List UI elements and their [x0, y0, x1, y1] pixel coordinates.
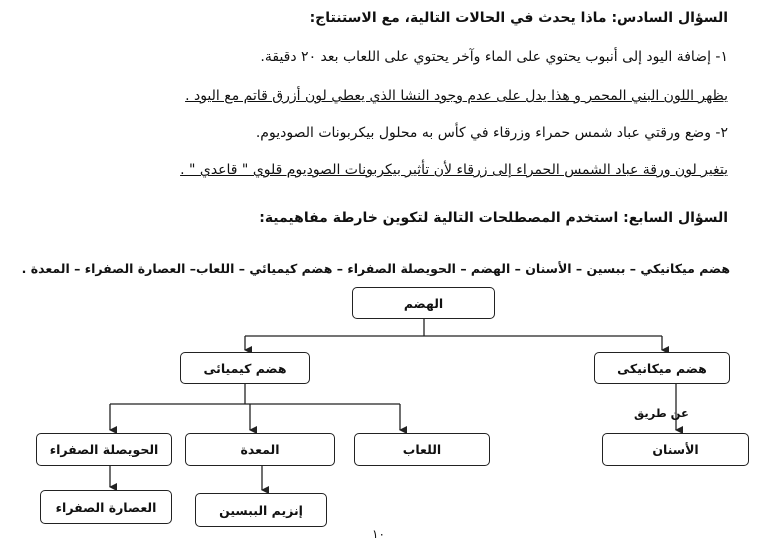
concept-gallbladder: الحويصلة الصفراء — [36, 433, 172, 466]
question-7-heading: السؤال السابع: استخدم المصطلحات التالية لتكوين خارطة مفاهيمية: — [259, 210, 728, 226]
page-number: ١٠ — [372, 527, 385, 541]
question-6-answer-1: يظهر اللون البني المحمر و هذا يدل على عدم وجود النشا الذي يعطي لون أزرق قاتم مع اليود . — [185, 88, 728, 104]
concept-mechanical-digestion: هضم ميكانيكى — [594, 352, 730, 384]
question-6-item-2: ٢- وضع ورقتي عباد شمس حمراء وزرقاء في كأس به محلول بيكربونات الصوديوم. — [255, 125, 728, 141]
via-label: عن طريق — [634, 406, 689, 420]
question-7-terms: هضم ميكانيكي – ببسين – الأسنان – الهضم – الحويصلة الصفراء – هضم كيميائي – اللعاب– العصارة الصفراء – المعدة . — [21, 261, 730, 276]
concept-teeth: الأسنان — [602, 433, 749, 466]
concept-bile: العصارة الصفراء — [40, 490, 172, 524]
question-6-answer-2: يتغير لون ورقة عباد الشمس الحمراء إلى زرقاء لأن تأثير بيكربونات الصوديوم قلوي " قاعدي " . — [180, 162, 728, 178]
concept-root-digestion: الهضم — [352, 287, 495, 319]
concept-stomach: المعدة — [185, 433, 335, 466]
concept-pepsin: إنزيم الببسين — [195, 493, 327, 527]
question-6-heading: السؤال السادس: ماذا يحدث في الحالات التالية، مع الاستنتاج: — [309, 10, 728, 26]
question-6-item-1: ١- إضافة اليود إلى أنبوب يحتوي على الماء وآخر يحتوي على اللعاب بعد ٢٠ دقيقة. — [260, 49, 728, 65]
concept-chemical-digestion: هضم كيميائى — [180, 352, 310, 384]
concept-saliva: اللعاب — [354, 433, 490, 466]
